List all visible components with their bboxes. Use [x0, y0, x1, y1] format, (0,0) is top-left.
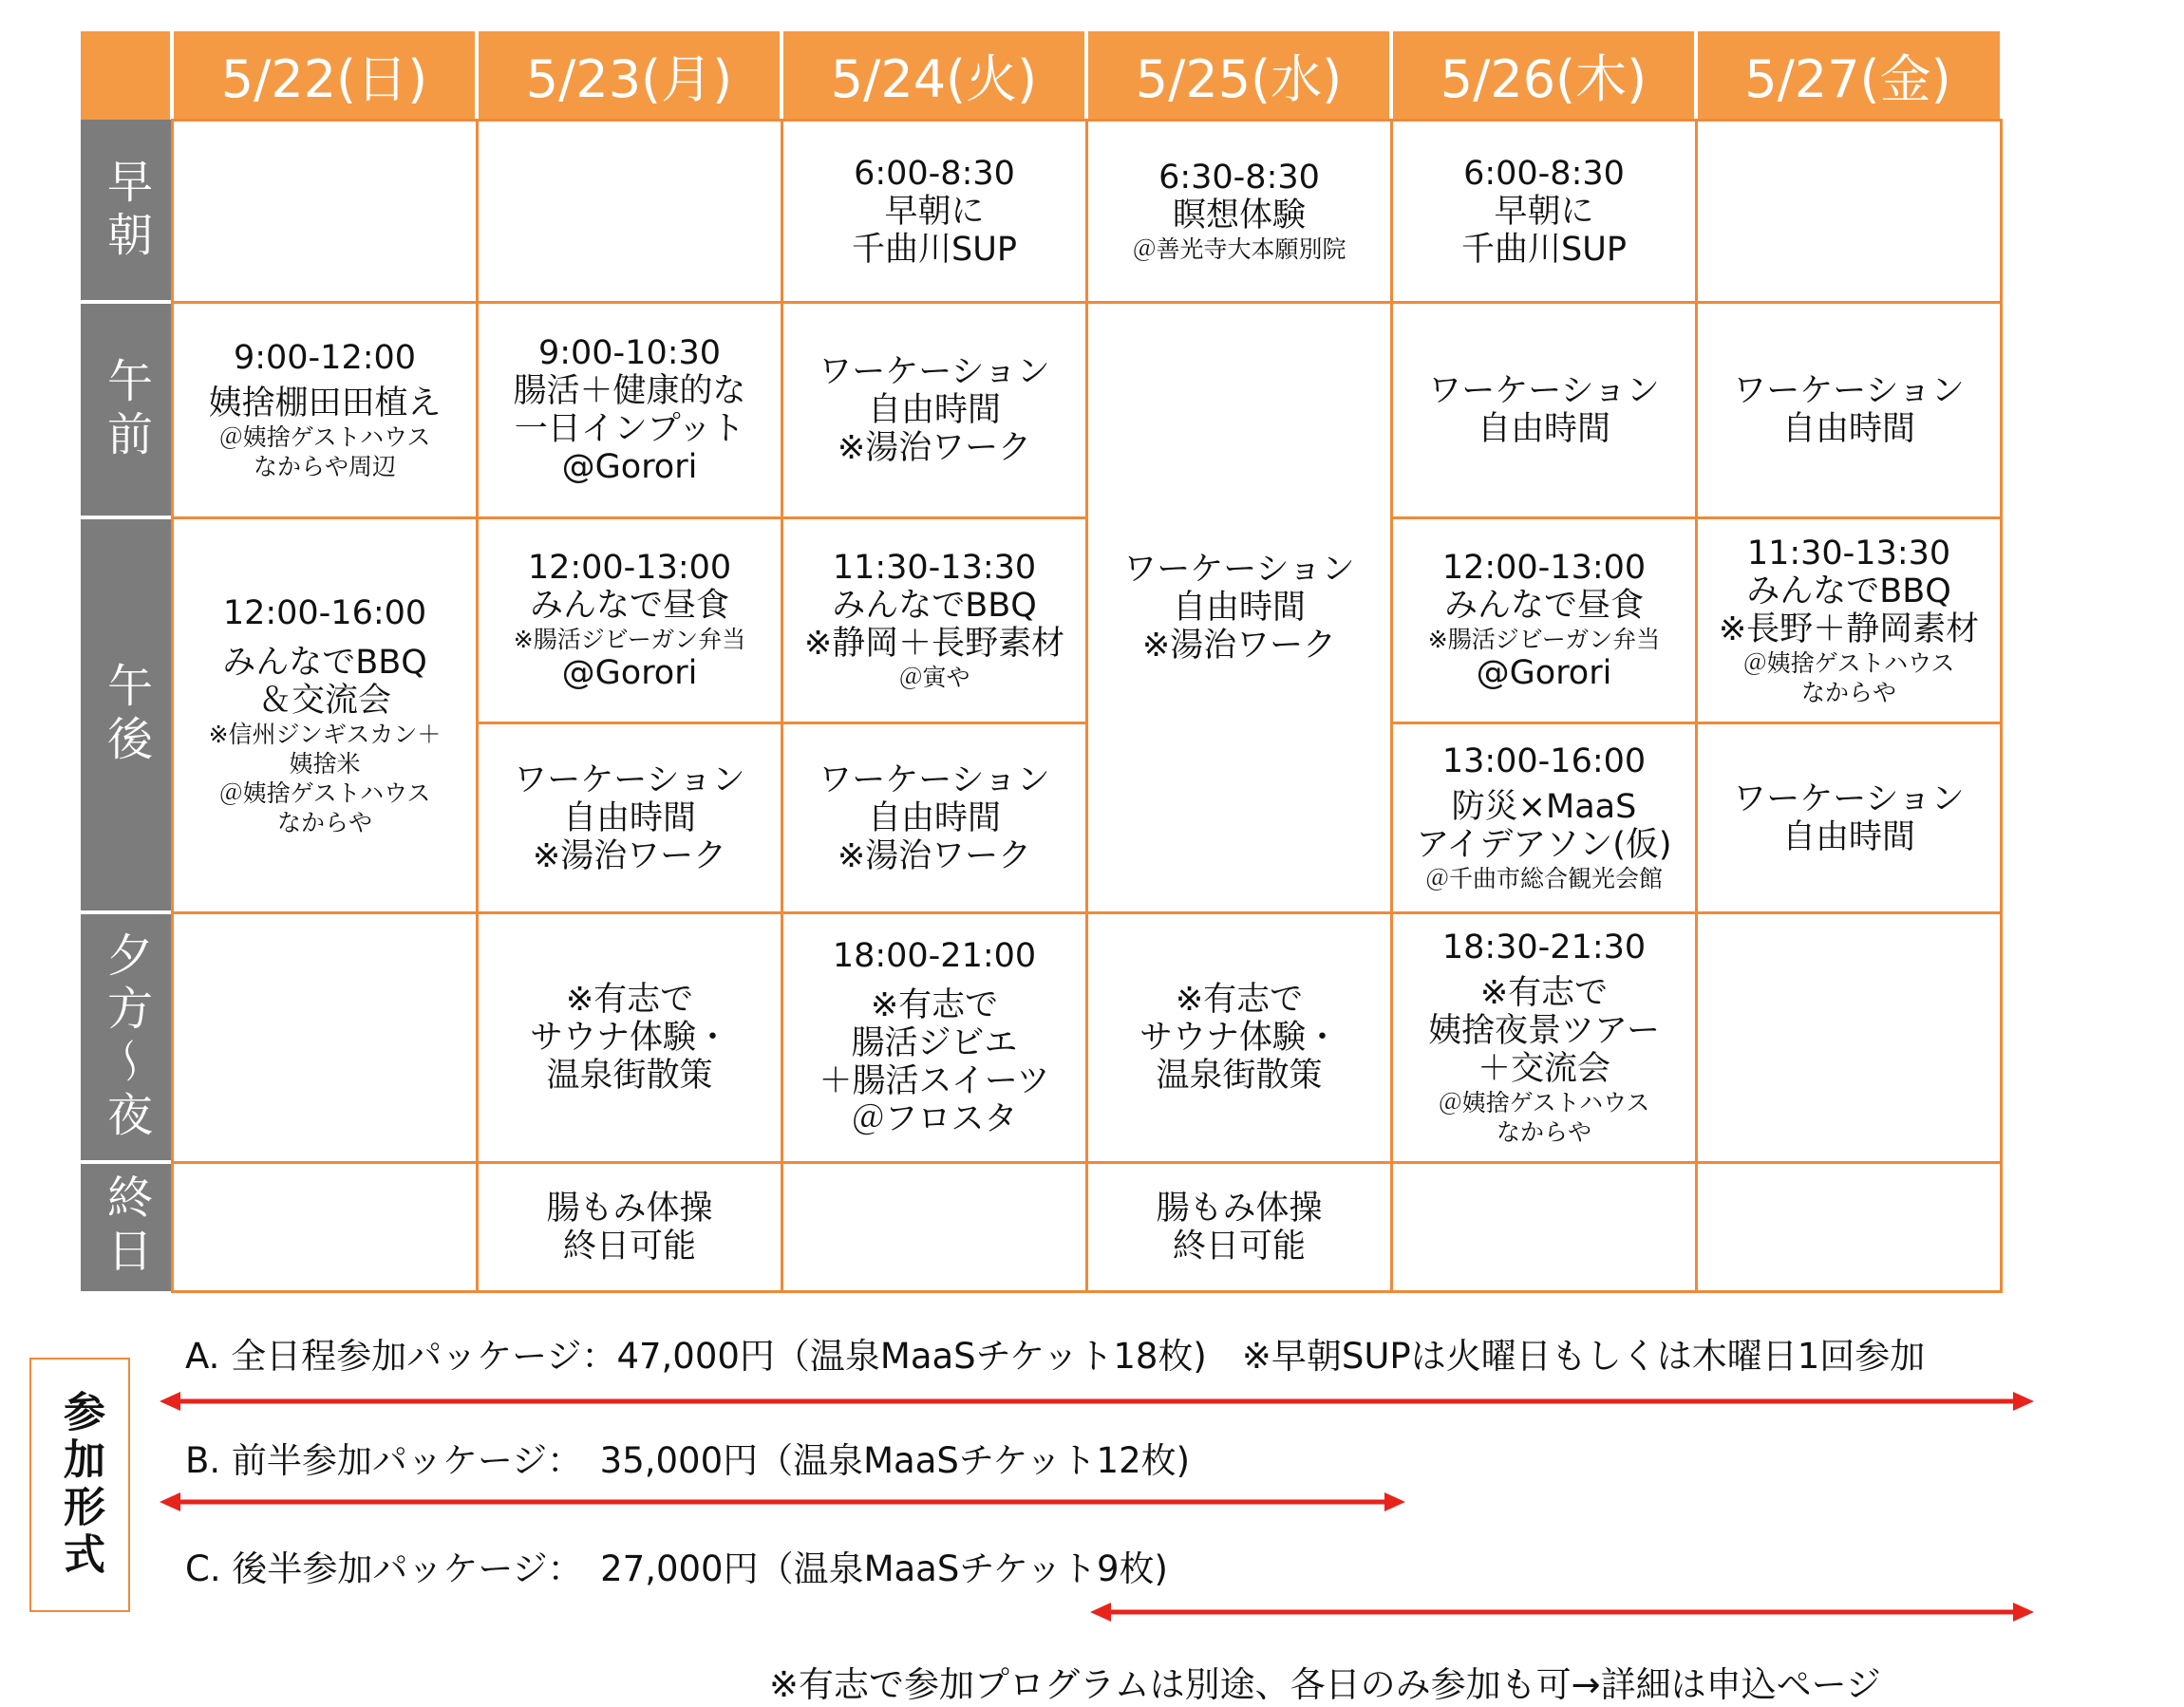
event-text: 自由時間 — [1781, 410, 1915, 448]
note-text: ※腸活ジビーガン弁当 — [1427, 626, 1661, 653]
header-day-1: 5/22(日) — [172, 31, 477, 120]
cell-allday-0524 — [781, 1161, 1088, 1293]
header-day-5: 5/26(木) — [1391, 31, 1696, 120]
cell-eve-0524 — [781, 911, 1088, 1164]
cell-pm2-0526 — [1390, 722, 1698, 914]
event-text: ※長野＋静岡素材 — [1718, 610, 1980, 648]
event-text: みんなでBBQ — [222, 643, 427, 682]
cell-allday-0522 — [171, 1161, 479, 1293]
event-text: 終日可能 — [562, 1227, 696, 1266]
event-text: ※静岡＋長野素材 — [803, 625, 1065, 663]
cell-early-0525 — [1085, 119, 1393, 304]
event-text: 温泉街散策 — [546, 1057, 713, 1095]
time-text: 12:00-13:00 — [1441, 549, 1647, 587]
time-text: 9:00-12:00 — [233, 339, 417, 377]
event-text: アイデアソン(仮) — [1416, 826, 1672, 864]
event-text: 早朝に — [884, 192, 985, 231]
event-text: みんなでBBQ — [1746, 572, 1951, 610]
row-label-evening: 夕方〜夜 — [81, 912, 172, 1162]
venue-text: ＠千曲市総合観光会館 — [1424, 865, 1663, 892]
cell-pm2-0524 — [781, 722, 1088, 914]
event-text: 自由時間 — [867, 798, 1001, 837]
header-day-2: 5/23(月) — [477, 31, 781, 120]
event-text: 腸活＋健康的な — [513, 372, 746, 410]
venue-text: ＠善光寺大本願別院 — [1132, 235, 1346, 263]
event-text: 瞑想体験 — [1172, 197, 1306, 234]
cell-eve-0522 — [171, 911, 479, 1164]
event-text: 腸活ジビエ — [851, 1024, 1018, 1062]
cell-allday-0525 — [1085, 1161, 1393, 1293]
package-a-arrow — [160, 1388, 2034, 1415]
cell-am-0522 — [171, 301, 479, 519]
cell-early-0524 — [781, 119, 1088, 304]
cell-early-0522 — [171, 119, 479, 304]
event-text: ＋交流会 — [1477, 1050, 1610, 1088]
package-c-text: C. 後半参加パッケージ： 27,000円（温泉MaaSチケット9枚) — [185, 1548, 1168, 1589]
event-text: 自由時間 — [562, 798, 696, 837]
cell-allday-0526 — [1390, 1161, 1698, 1293]
event-text: 腸もみ体操 — [1156, 1189, 1323, 1228]
cell-pm2-0523 — [476, 722, 783, 914]
venue-text: ＠姨捨ゲストハウス — [218, 423, 431, 451]
venue-text: @Gorori — [561, 448, 698, 486]
event-text: 自由時間 — [867, 391, 1001, 429]
time-text: 12:00-13:00 — [527, 549, 732, 587]
cell-early-0527 — [1695, 119, 2003, 304]
event-text: 姨捨棚田田植え — [208, 385, 442, 422]
header-day-3: 5/24(火) — [781, 31, 1086, 120]
package-a-text: A. 全日程参加パッケージ：47,000円（温泉MaaSチケット18枚) ※早朝SUPは火曜日もしくは木曜日1回参加 — [185, 1336, 1926, 1377]
note-text: ※信州ジンギスカン＋ — [208, 720, 442, 748]
header-corner — [81, 31, 172, 120]
participation-format-label: 参加形式 — [56, 1390, 104, 1580]
event-text: ワーケーション — [1428, 372, 1660, 410]
event-text: ※湯治ワーク — [1141, 627, 1337, 665]
package-c-arrow — [1090, 1599, 2034, 1625]
time-text: 18:00-21:00 — [832, 937, 1037, 975]
cell-early-0526 — [1390, 119, 1698, 304]
time-text: 13:00-16:00 — [1441, 742, 1647, 780]
time-text: 6:00-8:30 — [1463, 154, 1625, 193]
event-text: みんなでBBQ — [832, 587, 1037, 625]
cell-am-pm-0525 — [1085, 301, 1393, 914]
event-text: 一日インプット — [514, 410, 745, 448]
event-text: 終日可能 — [1172, 1227, 1306, 1266]
event-text: みんなで昼食 — [529, 587, 729, 625]
cell-allday-0527 — [1695, 1161, 2003, 1293]
cell-eve-0523 — [476, 911, 783, 1164]
event-text: 自由時間 — [1172, 589, 1306, 627]
venue-text: ＠フロスタ — [851, 1100, 1018, 1138]
header-day-6: 5/27(金) — [1696, 31, 2000, 120]
cell-am-0523 — [476, 301, 783, 519]
event-text: ※湯治ワーク — [532, 836, 727, 875]
venue-text: なからや周辺 — [253, 453, 396, 480]
cell-eve-0527 — [1695, 911, 2003, 1164]
cell-eve-0525 — [1085, 911, 1393, 1164]
cell-eve-0526 — [1390, 911, 1698, 1164]
cell-pm1-0526 — [1390, 516, 1698, 724]
cell-allday-0523 — [476, 1161, 783, 1293]
package-b-arrow — [160, 1489, 1405, 1515]
event-text: ワーケーション — [1733, 372, 1965, 410]
event-text: ※有志で — [1175, 981, 1304, 1019]
header-day-4: 5/25(水) — [1086, 31, 1391, 120]
event-text: 腸もみ体操 — [546, 1189, 713, 1228]
event-text: 自由時間 — [1781, 817, 1915, 856]
event-text: 防災×MaaS — [1451, 788, 1637, 826]
cell-am-0524 — [781, 301, 1088, 519]
event-text: ワーケーション — [819, 760, 1050, 799]
cell-pm2-0527 — [1695, 722, 2003, 914]
cell-pm1-0523 — [476, 516, 783, 724]
row-label-am: 午前 — [81, 302, 172, 517]
venue-text: ＠姨捨ゲストハウス — [1742, 648, 1955, 677]
event-text: 自由時間 — [1477, 410, 1610, 448]
venue-text: なからや — [1496, 1118, 1591, 1146]
row-label-early: 早朝 — [81, 120, 172, 302]
venue-text: なからや — [276, 808, 372, 836]
event-text: ※有志で — [1479, 974, 1609, 1012]
event-text: 早朝に — [1494, 192, 1594, 231]
event-text: サウナ体験・ — [529, 1019, 729, 1057]
participation-format-box — [29, 1358, 130, 1612]
cell-early-0523 — [476, 119, 783, 304]
time-text: 18:30-21:30 — [1441, 929, 1647, 966]
event-text: ※湯治ワーク — [837, 836, 1032, 875]
time-text: 11:30-13:30 — [832, 549, 1037, 587]
time-text: 6:00-8:30 — [854, 154, 1015, 193]
event-text: ※有志で — [870, 986, 999, 1024]
event-text: サウナ体験・ — [1139, 1019, 1339, 1057]
event-text: ワーケーション — [514, 760, 745, 799]
event-text: ワーケーション — [1123, 551, 1355, 589]
event-text: 千曲川SUP — [852, 230, 1017, 269]
note-text: 姨捨米 — [289, 749, 361, 778]
row-label-pm: 午後 — [81, 517, 172, 912]
event-text: 千曲川SUP — [1461, 230, 1627, 269]
cell-am-0526 — [1390, 301, 1698, 519]
venue-text: ＠姨捨ゲストハウス — [218, 778, 431, 807]
time-text: 9:00-10:30 — [537, 334, 722, 372]
venue-text: ＠姨捨ゲストハウス — [1438, 1089, 1650, 1116]
time-text: 12:00-16:00 — [222, 593, 427, 632]
event-text: ※湯治ワーク — [837, 429, 1032, 467]
event-text: 姨捨夜景ツアー — [1428, 1012, 1660, 1050]
cell-am-0527 — [1695, 301, 2003, 519]
time-text: 6:30-8:30 — [1158, 159, 1320, 197]
event-text: みんなで昼食 — [1443, 587, 1644, 625]
footer-note: ※有志で参加プログラムは別途、各日のみ参加も可→詳細は申込ページ — [769, 1664, 1881, 1705]
time-text: 11:30-13:30 — [1746, 534, 1951, 572]
cell-pm1-0524 — [781, 516, 1088, 724]
event-text: ＋腸活スイーツ — [819, 1062, 1050, 1100]
event-text: ワーケーション — [819, 353, 1050, 391]
venue-text: なからや — [1800, 678, 1896, 706]
cell-pm1-0527 — [1695, 516, 2003, 724]
venue-text: ＠寅や — [898, 664, 970, 691]
cell-pm-0522 — [171, 516, 479, 914]
event-text: ＆交流会 — [257, 681, 391, 720]
note-text: ※腸活ジビーガン弁当 — [513, 626, 746, 653]
event-text: ワーケーション — [1733, 779, 1965, 818]
venue-text: @Gorori — [1476, 654, 1612, 692]
package-b-text: B. 前半参加パッケージ： 35,000円（温泉MaaSチケット12枚) — [185, 1440, 1191, 1481]
event-text: ※有志で — [565, 981, 694, 1019]
venue-text: @Gorori — [561, 654, 698, 692]
event-text: 温泉街散策 — [1156, 1057, 1323, 1095]
row-label-allday: 終日 — [81, 1162, 172, 1291]
